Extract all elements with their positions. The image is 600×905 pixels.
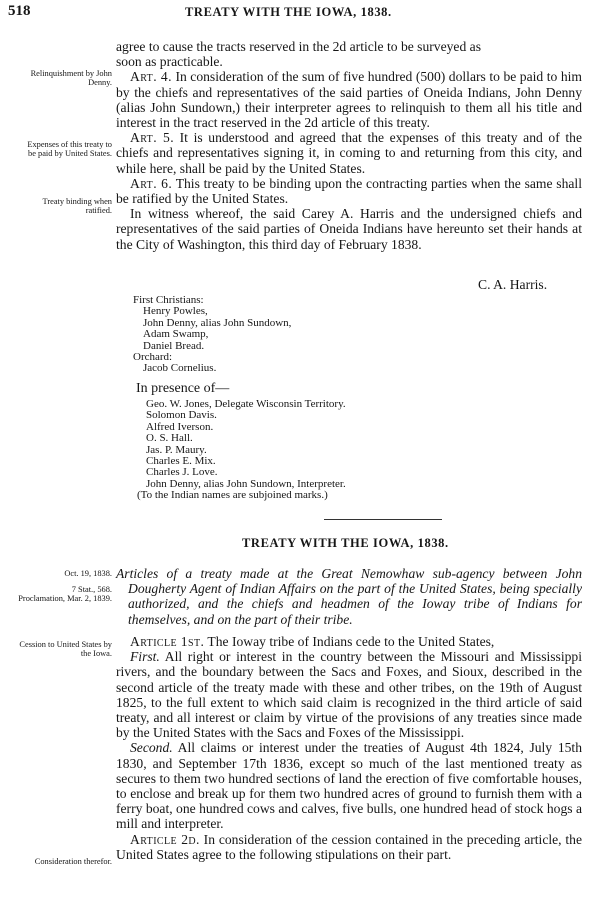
witness-clause: In witness whereof, the said Carey A. Harris and the undersigned chiefs and representatives of the said parties of Oneida Indians have hereunto set their hands at the City of Washington, this third day of February 1838. [116,206,582,252]
group-label: Orchard: [133,351,173,364]
witness-name: Alfred Iverson. [146,420,214,433]
clause-first [116,649,582,740]
article-1 [116,634,582,649]
treaty-two-preamble [116,566,582,627]
article-1-text: The Ioway tribe of Indians cede to the United States, [204,634,495,649]
margin-note-stat: 7 Stat., 568. [71,585,112,594]
article-6-text: This treaty to be binding upon the contracting parties when the same shall be ratified by the United States. [116,175,582,207]
marks-note: (To the Indian names are subjoined marks.) [137,489,328,502]
margin-note-binding: Treaty binding when ratified. [42,197,112,216]
running-title: TREATY WITH THE IOWA, 1838. [185,5,392,19]
margin-note-relinquishment: Relinquishment by John Denny. [30,69,112,88]
signatory: Jacob Cornelius. [143,362,217,375]
article-2-text: In consideration of the cession contained in the preceding article, the United States agree to the following stipulations on their part. [116,831,582,862]
margin-note-cession: Cession to United States by the Iowa. [19,640,112,659]
article-4-text: In consideration of the sum of five hundred (500) dollars to be paid to him by the chiefs and representatives of the said parties of Oneida Indians, John Denny (alias John Sundown,) their interpreter agrees to relinquish to them all his title and interest in the tract reserved in the 2d article of this treaty. [116,69,582,131]
intro-line: agree to cause the tracts reserved in the 2d article to be surveyed as [116,39,481,54]
clause-second [116,740,582,831]
treaty-two-text [116,634,582,862]
witness-name: Solomon Davis. [146,409,217,422]
witness-name: Charles J. Love. [146,466,218,479]
signatures-block [133,295,291,375]
witness-name: O. S. Hall. [146,432,193,445]
article-1-label: Article 1st. [130,634,205,649]
witness-name: Geo. W. Jones, Delegate Wisconsin Territory. [146,398,346,410]
article-2-label: Article 2d. [130,831,200,847]
intro-line: soon as practicable. [116,54,223,70]
page-number: 518 [8,3,31,19]
signatory: Daniel Bread. [143,339,205,352]
margin-note-consideration: Consideration therefor. [34,857,112,866]
article-6-label: Art. 6. [130,175,173,191]
signatory: John Denny, alias John Sundown, [143,316,292,329]
clause-second-text: All claims or interest under the treaties of August 4th 1824, July 15th 1830, and September 17th 1836, except so much of the last mentioned treaty as secures to them two hundred sections of land the erection of five comfortable houses, to enclose and break up for them two hundred acres of ground to furnish them with a ferry boat, one hundred cows and calves, five bulls, one hundred head of stock hogs a mill and interpreter. [116,740,582,832]
margin-note-expenses: Expenses of this treaty to be paid by United States. [27,140,112,159]
clause-second-label: Second. [130,740,173,756]
signer-name: C. A. Harris. [478,277,548,292]
article-5 [116,130,582,176]
presence-label: In presence of— [136,381,230,396]
article-6 [116,176,582,206]
witness-name: Charles E. Mix. [146,455,216,468]
group-label: First Christians: [133,294,204,306]
signatory: Adam Swamp, [143,328,209,341]
witness-name: Jas. P. Maury. [146,443,207,456]
section-title: TREATY WITH THE IOWA, 1838. [242,536,449,550]
article-2 [116,832,582,862]
margin-note-date: Oct. 19, 1838. [64,569,112,578]
treaty-one-text [116,39,582,252]
margin-note-proclamation: Proclamation, Mar. 2, 1839. [18,594,112,603]
article-5-text: It is understood and agreed that the expenses of this treaty and of the chiefs and representatives signing it, in coming to and returning from this city, and while here, shall be paid by the United States. [116,130,582,176]
article-4-label: Art. 4. [130,69,172,85]
witness-name: John Denny, alias John Sundown, Interpreter. [146,477,346,490]
clause-first-label: First. [130,649,160,665]
preamble: Articles of a treaty made at the Great Nemowhaw sub-agency between John Dougherty Agent of Indian Affairs on the part of the United States, being specially authorized, and the chiefs and headmen of the Ioway tribe of Indians for themselves, and on the part of their tribe. [116,566,582,627]
article-5-label: Art. 5. [130,130,175,146]
witness-list [137,398,346,502]
article-4 [116,69,582,130]
section-divider [324,519,442,520]
signatory: Henry Powles, [143,305,208,318]
clause-first-text: All right or interest in the country between the Missouri and Mississippi rivers, and the boundary between the Sacs and Foxes, and Sioux, described in the second article of the treaty made with these and other tribes, on the 19th of August 1825, to the full extent to which said claim is recognized in the third article of said treaty, and all interest or claim by virtue of the provisions of any treaties since made by the United States with the Sacs and Foxes of the Mississippi. [116,649,582,741]
